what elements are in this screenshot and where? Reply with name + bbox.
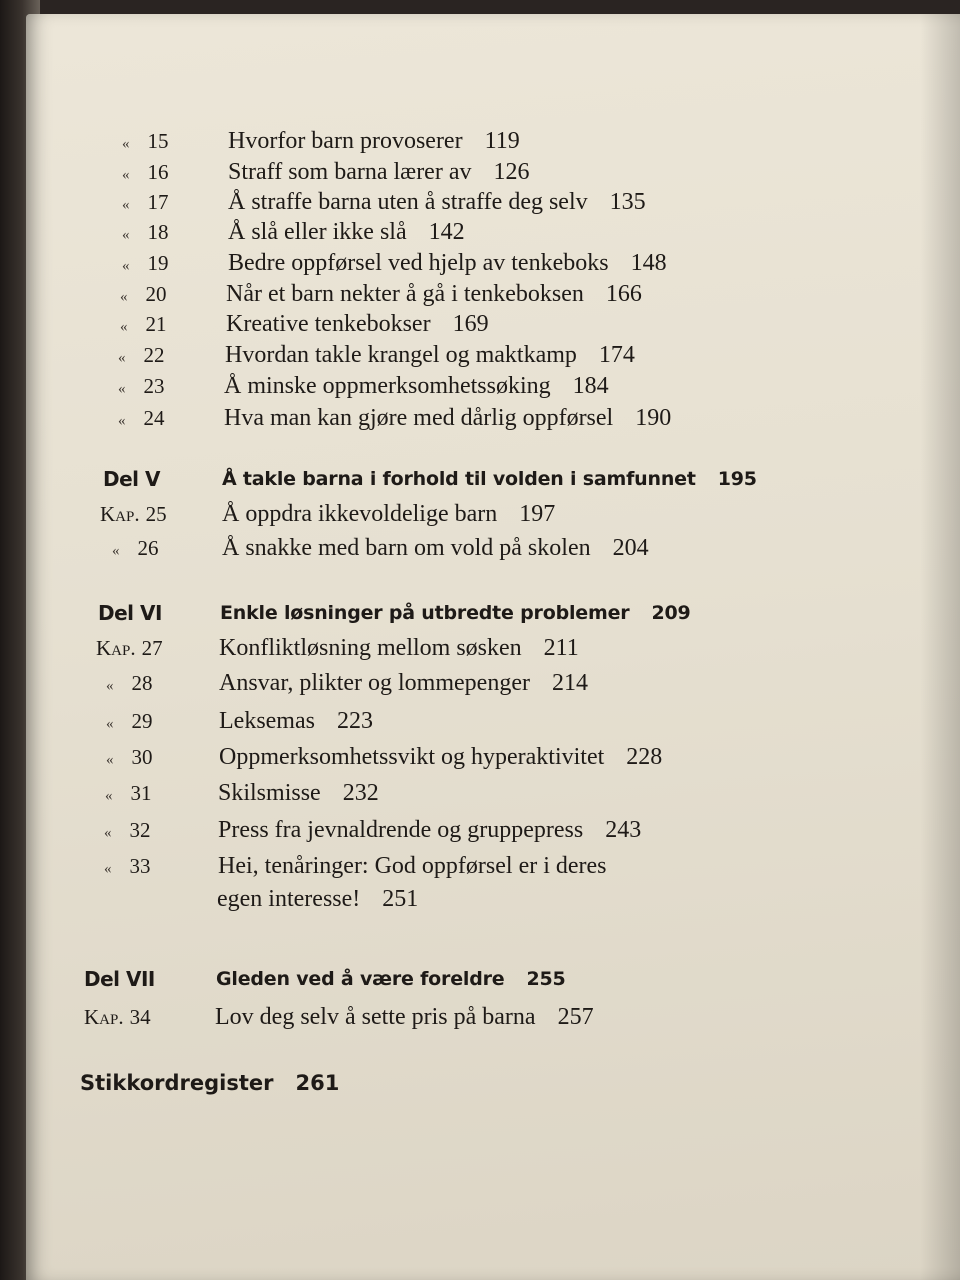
chapter-title: Skilsmisse — [218, 780, 321, 806]
chapter-title: egen interesse! — [217, 886, 361, 912]
page-number: 174 — [598, 342, 635, 368]
page-number: 228 — [626, 744, 663, 770]
chapter-title: Straff som barna lærer av — [228, 159, 472, 185]
chapter-number: 33 — [129, 854, 151, 878]
page-number: 148 — [630, 250, 667, 276]
toc-row — [26, 740, 926, 774]
toc-row — [26, 666, 926, 700]
ditto-mark: « — [122, 197, 130, 213]
chapter-number: 24 — [143, 406, 165, 430]
chapter-number: 16 — [147, 160, 169, 184]
part-label: Del V — [103, 467, 160, 491]
toc-row — [26, 704, 926, 738]
toc-row — [26, 497, 926, 531]
part-title: Å takle barna i forhold til volden i samfunnet — [222, 468, 696, 490]
chapter-title: Å oppdra ikkevoldelige barn — [222, 501, 498, 527]
book-page — [26, 14, 960, 1280]
chapter-title: Å minske oppmerksomhetssøking — [224, 373, 551, 399]
page-number: 190 — [635, 405, 672, 431]
ditto-mark: « — [106, 716, 114, 732]
chapter-number: 20 — [145, 282, 167, 306]
toc-row — [26, 185, 926, 219]
toc-row — [26, 1000, 926, 1034]
ditto-mark: « — [120, 289, 128, 305]
ditto-mark: « — [122, 258, 130, 274]
page-number: 232 — [342, 780, 379, 806]
page-number: 214 — [551, 670, 588, 696]
toc-row-continuation — [26, 882, 926, 916]
ditto-mark: « — [118, 350, 126, 366]
page-number: 195 — [717, 468, 757, 490]
chapter-number: 19 — [147, 251, 169, 275]
toc-row — [26, 776, 926, 810]
chapter-title: Leksemas — [219, 708, 315, 734]
chapter-number: 17 — [147, 190, 169, 214]
page-number: 204 — [612, 535, 649, 561]
page-number: 169 — [452, 311, 489, 337]
toc-row — [26, 813, 926, 847]
chapter-number: 22 — [143, 343, 165, 367]
chapter-title: Hva man kan gjøre med dårlig oppførsel — [224, 405, 614, 431]
index-entry — [80, 1066, 339, 1100]
part-heading-row — [26, 462, 926, 496]
toc-row — [26, 531, 926, 565]
page-number: 211 — [543, 635, 579, 661]
toc-row — [26, 246, 926, 280]
page-number: 251 — [382, 886, 419, 912]
chapter-number: 18 — [147, 220, 169, 244]
page-number: 243 — [605, 817, 642, 843]
chapter-number: 31 — [130, 781, 152, 805]
toc-row — [26, 369, 926, 403]
part-label: Del VI — [98, 601, 162, 625]
chapter-number: 34 — [129, 1005, 151, 1029]
toc-row — [26, 215, 926, 249]
part-heading-row — [26, 962, 926, 996]
page-number: 209 — [651, 602, 691, 624]
toc-row — [26, 124, 926, 158]
ditto-mark: « — [104, 861, 112, 877]
index-title: Stikkordregister — [80, 1071, 274, 1095]
chapter-title: Kreative tenkebokser — [226, 311, 431, 337]
chapter-number: 30 — [131, 745, 153, 769]
chapter-title: Å snakke med barn om vold på skolen — [222, 535, 591, 561]
chapter-title: Ansvar, plikter og lommepenger — [219, 670, 530, 696]
part-label: Del VII — [84, 967, 155, 991]
ditto-mark: « — [118, 381, 126, 397]
page-number: 135 — [609, 189, 646, 215]
page-number: 257 — [557, 1004, 594, 1030]
chapter-title: Lov deg selv å sette pris på barna — [215, 1004, 536, 1030]
chapter-title: Hei, tenåringer: God oppførsel er i deres — [218, 853, 607, 879]
part-title: Gleden ved å være foreldre — [216, 968, 505, 990]
table-of-contents — [26, 14, 960, 1280]
chapter-number: 29 — [131, 709, 153, 733]
toc-row — [26, 307, 926, 341]
toc-row — [26, 849, 926, 883]
ditto-mark: « — [122, 167, 130, 183]
page-number: 261 — [295, 1071, 340, 1095]
toc-row — [26, 277, 926, 311]
part-title: Enkle løsninger på utbredte problemer — [220, 602, 630, 624]
ditto-mark: « — [118, 413, 126, 429]
chapter-number: 28 — [131, 671, 153, 695]
ditto-mark: « — [106, 752, 114, 768]
chapter-number: 15 — [147, 129, 169, 153]
chapter-title: Å straffe barna uten å straffe deg selv — [228, 189, 588, 215]
chapter-prefix: Kap. — [100, 502, 140, 526]
chapter-prefix: Kap. — [84, 1005, 124, 1029]
chapter-title: Hvorfor barn provoserer — [228, 128, 463, 154]
page-number: 126 — [493, 159, 530, 185]
ditto-mark: « — [112, 543, 120, 559]
chapter-title: Konfliktløsning mellom søsken — [219, 635, 522, 661]
ditto-mark: « — [122, 136, 130, 152]
ditto-mark: « — [122, 227, 130, 243]
page-number: 166 — [605, 281, 642, 307]
chapter-title: Oppmerksomhetssvikt og hyperaktivitet — [219, 744, 605, 770]
page-number: 197 — [519, 501, 556, 527]
part-heading-row — [26, 596, 926, 630]
toc-row — [26, 155, 926, 189]
page-number: 142 — [428, 219, 465, 245]
page-number: 119 — [484, 128, 520, 154]
toc-row — [26, 401, 926, 435]
chapter-number: 27 — [141, 636, 163, 660]
page-number: 223 — [336, 708, 373, 734]
ditto-mark: « — [120, 319, 128, 335]
ditto-mark: « — [105, 788, 113, 804]
chapter-title: Å slå eller ikke slå — [228, 219, 407, 245]
chapter-title: Press fra jevnaldrende og gruppepress — [218, 817, 584, 843]
toc-row — [26, 631, 926, 665]
chapter-prefix: Kap. — [96, 636, 136, 660]
chapter-title: Bedre oppførsel ved hjelp av tenkeboks — [228, 250, 609, 276]
page-number: 184 — [572, 373, 609, 399]
chapter-number: 21 — [145, 312, 167, 336]
chapter-number: 23 — [143, 374, 165, 398]
ditto-mark: « — [106, 678, 114, 694]
chapter-title: Når et barn nekter å gå i tenkeboksen — [226, 281, 584, 307]
toc-row — [26, 338, 926, 372]
ditto-mark: « — [104, 825, 112, 841]
page-number: 255 — [526, 968, 566, 990]
chapter-number: 25 — [145, 502, 167, 526]
chapter-number: 32 — [129, 818, 151, 842]
chapter-title: Hvordan takle krangel og maktkamp — [225, 342, 577, 368]
chapter-number: 26 — [137, 536, 159, 560]
